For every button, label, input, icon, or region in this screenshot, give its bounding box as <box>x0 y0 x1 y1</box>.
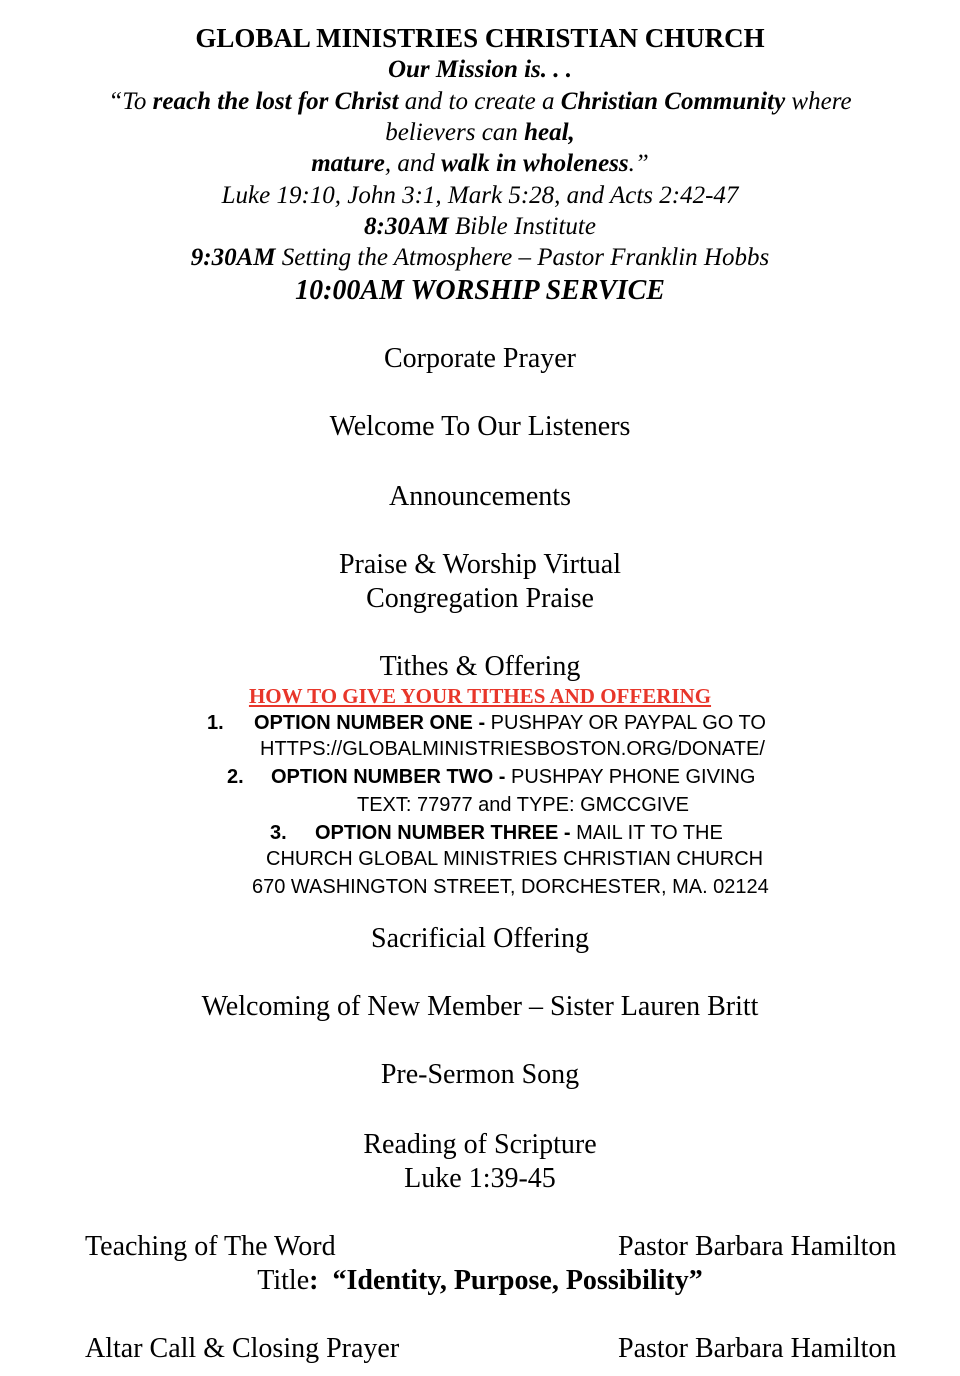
bible-institute-label: Bible Institute <box>448 213 596 240</box>
sermon-title-line <box>0 1267 960 1295</box>
praise-worship: Praise & Worship Virtual <box>338 549 621 580</box>
sacrificial-offering: Sacrificial Offering <box>371 923 589 954</box>
congregation-praise: Congregation Praise <box>366 583 594 614</box>
atmosphere-time: 9:30AM <box>190 244 276 271</box>
mission-text: “To <box>108 88 153 115</box>
tithes-offering: Tithes & Offering <box>379 651 581 682</box>
announcements: Announcements <box>389 481 571 512</box>
mission-scriptures: Luke 19:10, John 3:1, Mark 5:28, and Acts 2:42-47 <box>221 182 739 209</box>
corporate-prayer: Corporate Prayer <box>383 343 577 374</box>
option-2-text-line: TEXT: 77977 and TYPE: GMCCGIVE <box>357 794 689 816</box>
option-1-url: HTTPS://GLOBALMINISTRIESBOSTON.ORG/DONATE/ <box>260 738 765 760</box>
mission-emphasis: reach the lost for Christ <box>152 88 399 115</box>
option-3-church-line: CHURCH GLOBAL MINISTRIES CHRISTIAN CHURCH <box>266 848 764 870</box>
teaching-of-the-word: Teaching of The Word <box>85 1231 336 1262</box>
mission-text: believers can <box>385 119 525 146</box>
option-3-address: 670 WASHINGTON STREET, DORCHESTER, MA. 02124 <box>252 876 769 898</box>
mission-text: .” <box>628 150 649 177</box>
sermon-title: “Identity, Purpose, Possibility” <box>332 1265 703 1296</box>
atmosphere-line <box>0 245 960 270</box>
mission-text: where <box>785 88 852 115</box>
bible-institute-line <box>0 214 960 239</box>
option-1-label: OPTION NUMBER ONE - <box>254 712 491 734</box>
option-1-number: 1. <box>207 712 224 734</box>
altar-call: Altar Call & Closing Prayer <box>85 1333 400 1364</box>
sermon-title-label: Title <box>257 1265 310 1296</box>
teaching-pastor: Pastor Barbara Hamilton <box>618 1231 897 1262</box>
option-3-label: OPTION NUMBER THREE - <box>315 822 577 844</box>
option-1-line <box>254 713 766 733</box>
church-name: GLOBAL MINISTRIES CHRISTIAN CHURCH <box>195 23 765 53</box>
mission-line-2 <box>0 120 960 145</box>
mission-text: and to create a <box>398 88 561 115</box>
mission-emphasis: Christian Community <box>560 88 786 115</box>
option-3-text: MAIL IT TO THE <box>576 822 723 844</box>
bible-institute-time: 8:30AM <box>364 213 449 240</box>
option-2-text: PUSHPAY PHONE GIVING <box>510 766 756 788</box>
atmosphere-label: Setting the Atmosphere – Pastor Franklin Hobbs <box>275 244 770 271</box>
option-3-number: 3. <box>270 822 287 844</box>
mission-line-3 <box>0 151 960 176</box>
mission-emphasis: heal, <box>524 119 575 146</box>
altar-call-pastor: Pastor Barbara Hamilton <box>618 1333 897 1364</box>
sermon-title-colon: : <box>309 1265 333 1296</box>
mission-emphasis: mature <box>311 150 385 177</box>
option-1-text: PUSHPAY OR PAYPAL GO TO <box>490 712 766 734</box>
option-2-line <box>271 767 756 787</box>
option-2-number: 2. <box>227 766 244 788</box>
mission-heading: Our Mission is. . . <box>387 56 573 83</box>
scripture-reference: Luke 1:39-45 <box>404 1163 556 1194</box>
welcoming-new-member: Welcoming of New Member – Sister Lauren Britt <box>201 991 759 1022</box>
option-2-label: OPTION NUMBER TWO - <box>271 766 511 788</box>
pre-sermon-song: Pre-Sermon Song <box>380 1059 580 1090</box>
mission-emphasis: walk in wholeness <box>441 150 629 177</box>
mission-text: , and <box>384 150 442 177</box>
mission-line-1 <box>0 89 960 114</box>
worship-service-heading: 10:00AM WORSHIP SERVICE <box>295 275 665 306</box>
welcome-listeners: Welcome To Our Listeners <box>329 411 631 442</box>
giving-heading: HOW TO GIVE YOUR TITHES AND OFFERING <box>248 684 712 708</box>
reading-of-scripture: Reading of Scripture <box>363 1129 597 1160</box>
option-3-line <box>315 823 723 843</box>
